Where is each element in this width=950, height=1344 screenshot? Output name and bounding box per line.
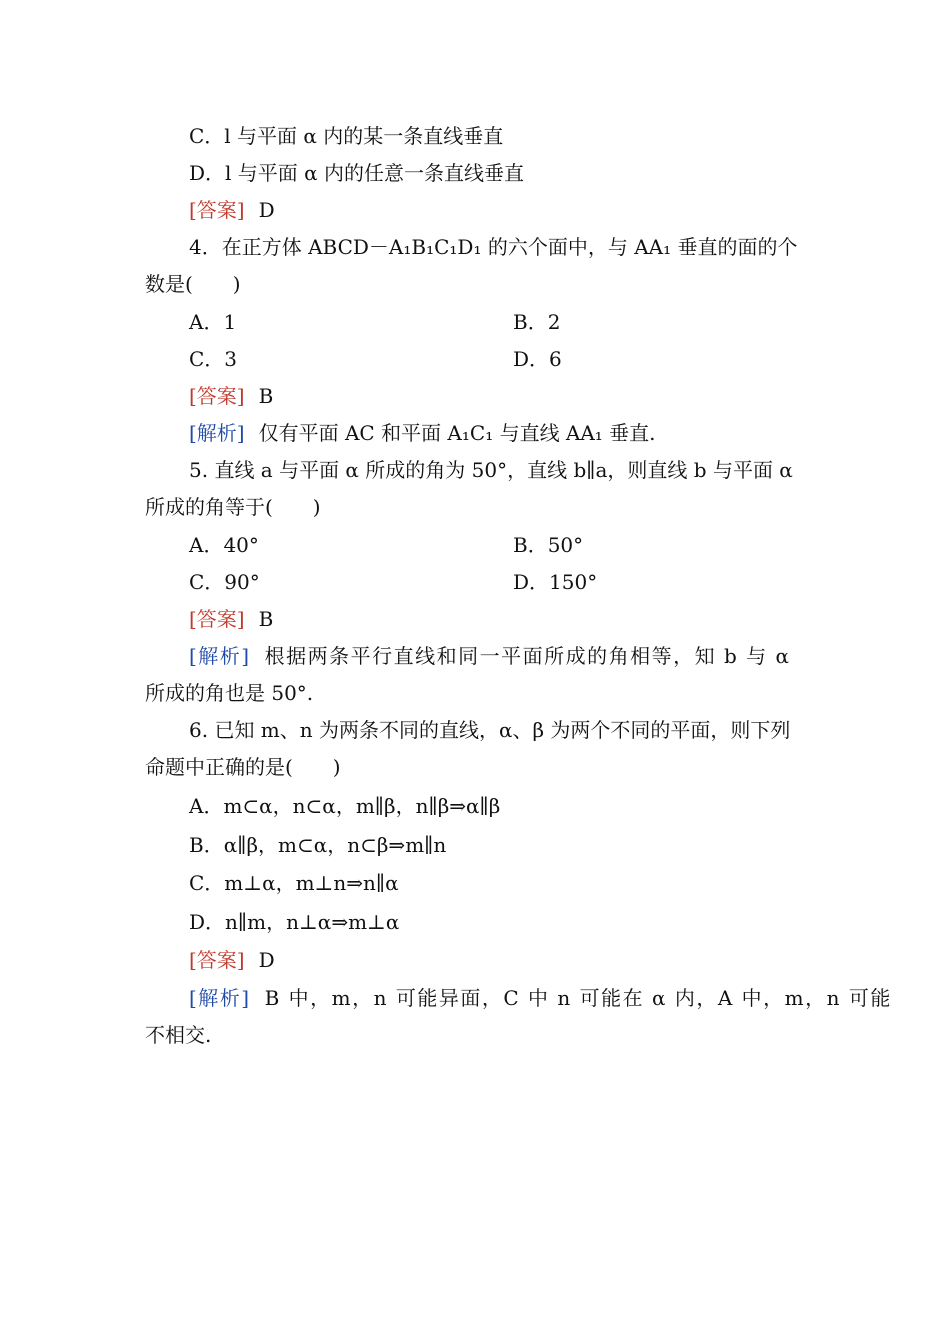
q4-option-c: C．3 [189, 347, 238, 371]
q5-stem-line2: 所成的角等于( ) [145, 495, 321, 519]
q4-answer-line [189, 382, 273, 410]
answer-tag: [答案] [189, 607, 245, 631]
q5-option-d: D．150° [513, 570, 598, 594]
q6-stem-line1: 6. 已知 m、n 为两条不同的直线，α、β 为两个不同的平面，则下列 [189, 718, 791, 742]
q6-option-c: C．m⊥α，m⊥n⇒n∥α [189, 871, 399, 895]
q5-stem-line1: 5. 直线 a 与平面 α 所成的角为 50°，直线 b∥a，则直线 b 与平面 α [189, 458, 793, 482]
analysis-text: 仅有平面 AC 和平面 A₁C₁ 与直线 AA₁ 垂直. [258, 421, 656, 445]
q4-option-a: A．1 [189, 310, 237, 334]
q6-stem-line2: 命题中正确的是( ) [145, 755, 341, 779]
q6-option-b: B．α∥β，m⊂α，n⊂β⇒m∥n [189, 833, 447, 857]
q4-option-d: D．6 [513, 347, 562, 371]
q5-answer-line [189, 605, 273, 633]
answer-tag: [答案] [189, 384, 245, 408]
analysis-text: B 中，m，n 可能异面，C 中 n 可能在 α 内，A 中，m，n 可能 [264, 986, 892, 1010]
q5-analysis-line2: 所成的角也是 50°. [145, 681, 314, 705]
q4-option-b: B．2 [513, 310, 561, 334]
answer-value: B [258, 607, 274, 631]
q3-option-d: D．l 与平面 α 内的任意一条直线垂直 [189, 161, 525, 185]
q6-analysis-line2: 不相交. [145, 1023, 212, 1047]
q5-option-a: A．40° [189, 533, 259, 557]
q5-analysis-line1 [189, 642, 791, 670]
q3-option-c: C．l 与平面 α 内的某一条直线垂直 [189, 124, 504, 148]
answer-tag: [答案] [189, 198, 245, 222]
q6-analysis-line1 [189, 984, 892, 1012]
analysis-text: 根据两条平行直线和同一平面所成的角相等，知 b 与 α [264, 644, 791, 668]
q6-option-d: D．n∥m，n⊥α⇒m⊥α [189, 910, 400, 934]
answer-tag: [答案] [189, 948, 245, 972]
answer-value: D [258, 948, 275, 972]
q5-option-c: C．90° [189, 570, 260, 594]
q3-answer-line [189, 196, 275, 224]
analysis-tag: [解析] [189, 421, 245, 445]
answer-value: B [258, 384, 274, 408]
q6-answer-line [189, 946, 275, 974]
answer-value: D [258, 198, 275, 222]
q5-option-b: B．50° [513, 533, 584, 557]
analysis-tag: [解析] [189, 986, 251, 1010]
q4-analysis-line [189, 419, 656, 447]
q4-stem-line1: 4．在正方体 ABCD－A₁B₁C₁D₁ 的六个面中，与 AA₁ 垂直的面的个 [189, 235, 798, 259]
q4-stem-line2: 数是( ) [145, 272, 241, 296]
q6-option-a: A．m⊂α，n⊂α，m∥β，n∥β⇒α∥β [189, 794, 501, 818]
analysis-tag: [解析] [189, 644, 251, 668]
